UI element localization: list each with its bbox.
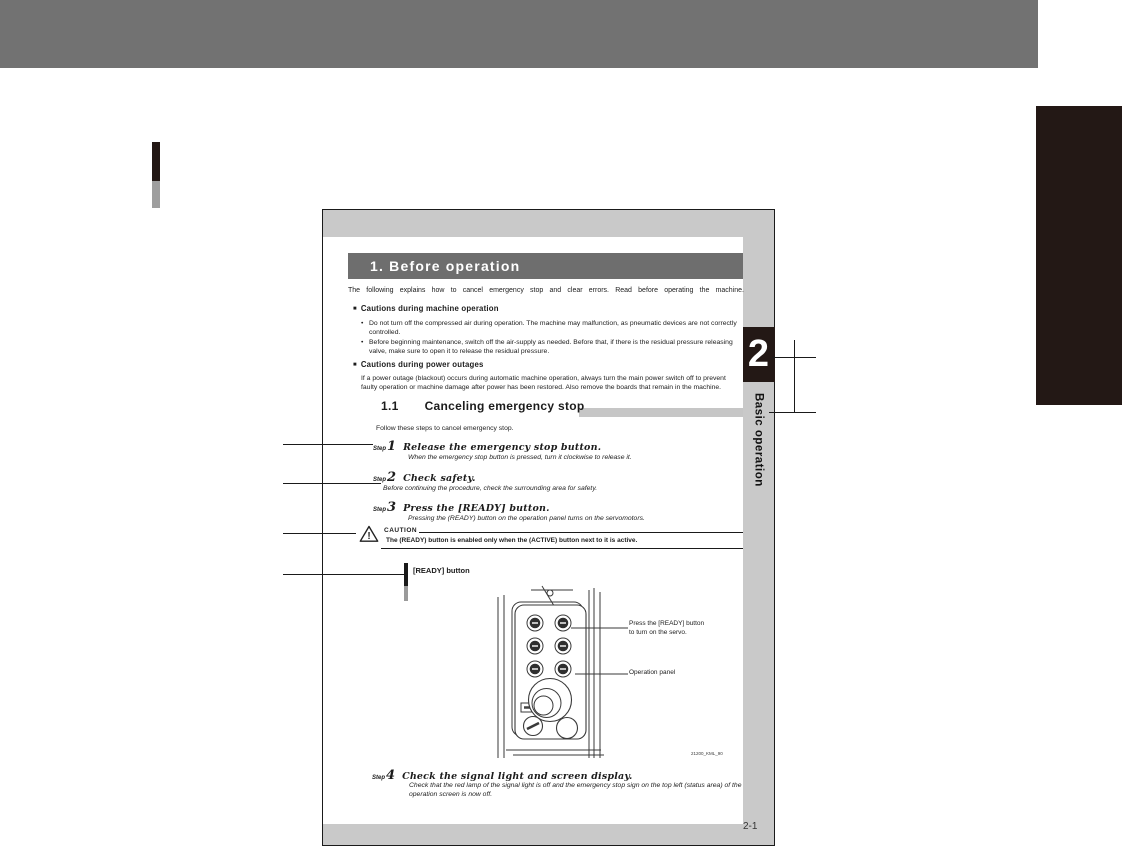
- section-1-1-heading: 1.1 Canceling emergency stop: [381, 399, 585, 413]
- section-1-1-intro: Follow these steps to cancel emergency stop.: [376, 425, 514, 432]
- step-2-heading: Step 2 Check safety.: [373, 470, 476, 485]
- power-outage-body: If a power outage (blackout) occurs during automatic machine operation, always turn the main power switch off to prevent faulty operation or machine damage after power has been restored. Also remove the boards that remain in the machine.: [361, 375, 726, 392]
- top-gray-bar: [0, 0, 1038, 68]
- step-1-body: When the emergency stop button is pressed, turn it clockwise to release it.: [408, 454, 632, 461]
- section-heading-machine-operation: ■ Cautions during machine operation: [353, 304, 499, 313]
- ready-button-label: [READY] button: [413, 566, 470, 575]
- step-1-heading: Step 1 Release the emergency stop button.: [373, 439, 602, 454]
- callout-line-step2: [283, 483, 381, 484]
- chapter-title-bar: 1. Before operation: [348, 253, 743, 279]
- figure-code: 21200_KML_90: [691, 751, 723, 756]
- square-bullet-icon: ■: [353, 306, 357, 312]
- step-3-heading: Step 3 Press the [READY] button.: [373, 500, 550, 515]
- ready-label-bar-gray: [404, 586, 408, 601]
- square-bullet-icon: ■: [353, 362, 357, 368]
- bullet-icon: •: [361, 339, 364, 346]
- bullet-icon: •: [361, 320, 364, 327]
- callout-panel-text: Operation panel: [629, 669, 676, 676]
- caution-bullet-1: • Do not turn off the compressed air during operation. The machine may malfunction, as pneumatic devices are not correctly controlled.: [361, 320, 737, 337]
- callout-line-tab-label: [769, 412, 816, 413]
- chapter-tab-number: 2: [743, 327, 775, 382]
- caution-warning-icon: [359, 525, 379, 543]
- step-4-heading: Step 4 Check the signal light and screen display.: [372, 768, 633, 783]
- caution-rule-top: [419, 532, 743, 533]
- section-heading-power-outages: ■ Cautions during power outages: [353, 360, 484, 369]
- callout-ready-text: Press the [READY] button to turn on the servo.: [629, 620, 705, 637]
- manual-page: [322, 209, 775, 846]
- step-2-body: Before continuing the procedure, check the surrounding area for safety.: [383, 485, 598, 492]
- page-number: 2-1: [743, 821, 758, 832]
- callout-line-ready-label: [283, 574, 404, 575]
- callout-line-step1: [283, 444, 373, 445]
- caution-bullet-2: • Before beginning maintenance, switch off the air-supply as needed. Before that, if there is the residual pressure releasing valve, make sure to open it to release the residual pressure.: [361, 339, 733, 356]
- section-1-1-rule: [579, 408, 743, 417]
- chapter-tab-label: Basic operation: [752, 393, 765, 487]
- operation-panel-illustration: [481, 582, 743, 764]
- step-4-body: Check that the red lamp of the signal light is off and the emergency stop sign on the top left (status area) of the operation screen is now off.: [409, 782, 742, 799]
- step-3-body: Pressing the (READY) button on the operation panel turns on the servomotors.: [408, 515, 645, 522]
- svg-text:!: !: [367, 531, 371, 542]
- callout-line-vertical: [794, 340, 795, 413]
- ready-label-bar-black: [404, 563, 408, 586]
- caution-label: CAUTION: [384, 527, 418, 534]
- caution-text: The (READY) button is enabled only when the (ACTIVE) button next to it is active.: [386, 537, 638, 544]
- caution-rule-bottom: [381, 548, 743, 549]
- callout-line-caution: [283, 533, 356, 534]
- left-heading-mark-black: [152, 142, 160, 181]
- chapter-intro-text: The following explains how to cancel emergency stop and clear errors. Read before operating the machine.: [348, 287, 744, 294]
- right-black-block: [1036, 106, 1122, 405]
- left-heading-mark-gray: [152, 181, 160, 208]
